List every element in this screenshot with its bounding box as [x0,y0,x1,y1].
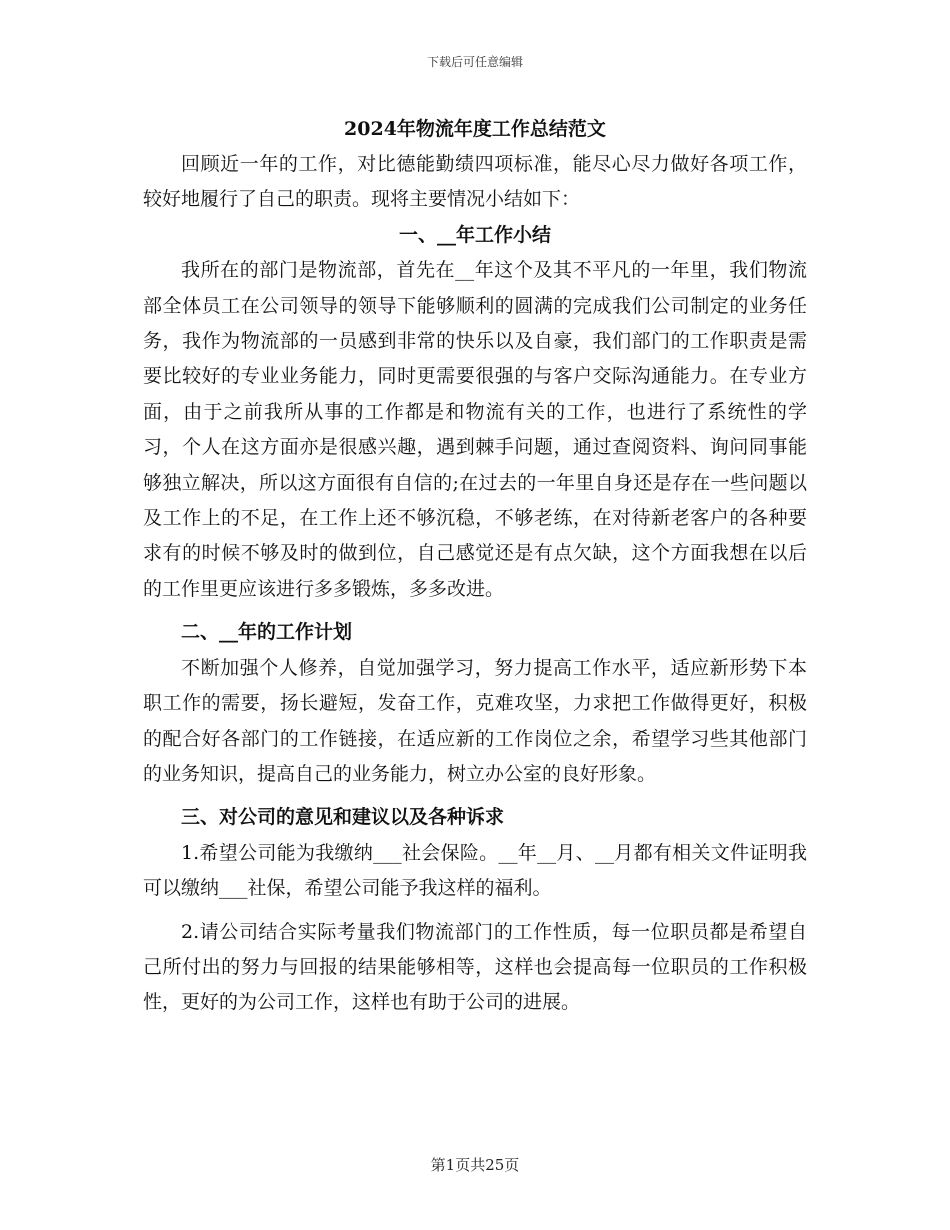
page-number: 第1页共25页 [430,1156,520,1174]
section3-item-2: 2.请公司结合实际考量我们物流部门的工作性质，每一位职员都是希望自己所付出的努力与回报的结果能够相等，这样也会提高每一位职员的工作积极性，更好的为公司工作，这样也有助于公司的进展。 [143,920,807,1014]
section2-heading: 二、__年的工作计划 [181,621,353,644]
section2-paragraph: 不断加强个人修养，自觉加强学习，努力提高工作水平，适应新形势下本职工作的需要，扬长避短，发奋工作，克难攻坚，力求把工作做得更好，积极的配合好各部门的工作链接，在适应新的工作岗位之余，希望学习些其他部门的业务知识，提高自己的业务能力，树立办公室的良好形象。 [143,656,807,785]
intro-paragraph: 回顾近一年的工作，对比德能勤绩四项标准，能尽心尽力做好各项工作，较好地履行了自己的职责。现将主要情况小结如下： [143,153,807,211]
section1-heading: 一、__年工作小结 [398,223,551,246]
document-title: 2024年物流年度工作总结范文 [344,118,606,140]
section3-heading: 三、对公司的意见和建议以及各种诉求 [181,806,505,829]
section1-paragraph: 我所在的部门是物流部，首先在__年这个及其不平凡的一年里，我们物流部全体员工在公司领导的领导下能够顺利的圆满的完成我们公司制定的业务任务，我作为物流部的一员感到非常的快乐以及自豪，我们部门的工作职责是需要比较好的专业业务能力，同时更需要很强的与客户交际沟通能力。在专业方面，由于之前我所从事的工作都是和物流有关的工作，也进行了系统性的学习，个人在这方面亦是很感兴趣，遇到棘手问题，通过查阅资料、询问同事能够独立解决，所以这方面很有自信的;在过去的一年里自身还是存在一些问题以及工作上的不足，在工作上还不够沉稳，不够老练，在对待新老客户的各种要求有的时候不够及时的做到位，自己感觉还是有点欠缺，这个方面我想在以后的工作里更应该进行多多锻炼，多多改进。 [143,259,807,600]
header-note: 下载后可任意编辑 [426,55,523,69]
document-body [143,112,807,1021]
section3-item-1: 1.希望公司能为我缴纳___社会保险。__年__月、__月都有相关文件证明我可以缴纳___社保，希望公司能予我这样的福利。 [143,841,807,900]
